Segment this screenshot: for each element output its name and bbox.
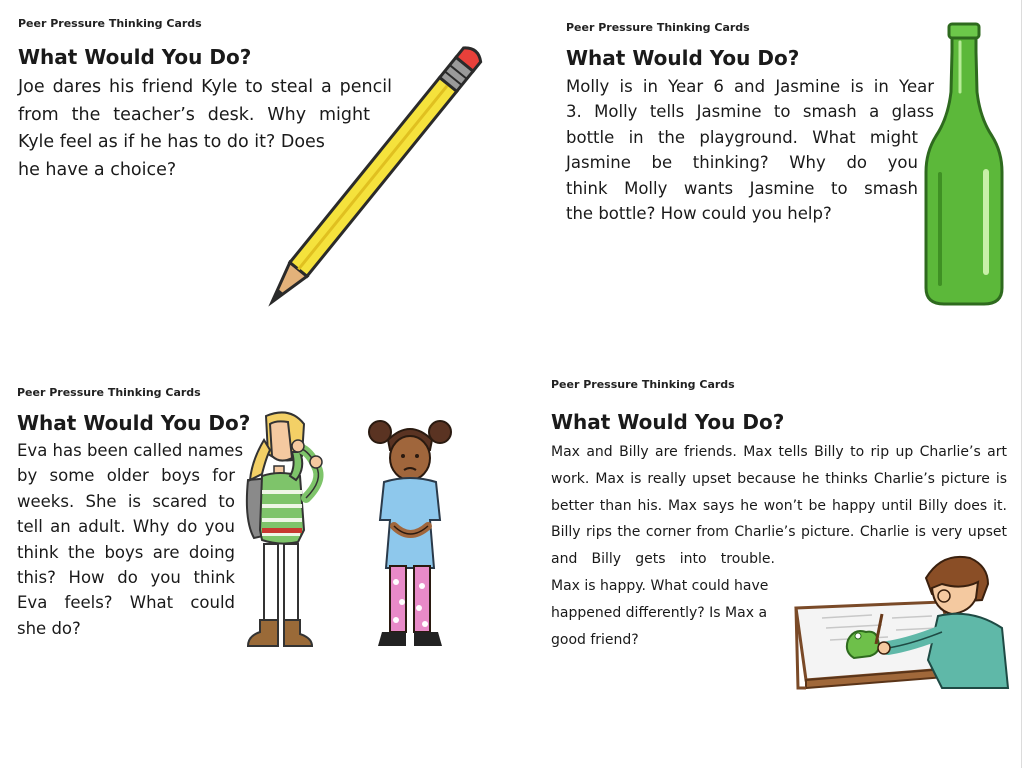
boy-hand: [878, 642, 890, 654]
text-line: she do?: [17, 618, 81, 638]
bottle-illustration: [922, 22, 1006, 308]
eva-illustration: [240, 410, 340, 655]
face: [390, 436, 430, 480]
page-edge: [1021, 0, 1022, 768]
leg-right: [284, 544, 298, 628]
pencil-illustration: [262, 34, 502, 314]
shoe-right: [414, 632, 442, 646]
card-title: What Would You Do?: [566, 46, 800, 70]
boot-left: [248, 620, 278, 646]
boot-right: [284, 620, 312, 646]
leg-left: [264, 544, 278, 628]
card-text: [17, 438, 244, 641]
card-title: What Would You Do?: [551, 410, 785, 434]
text-line: this? How do you think: [17, 568, 235, 588]
text-line: Eva feels? What could: [17, 593, 235, 613]
card-label: Peer Pressure Thinking Cards: [18, 17, 202, 30]
card-title: What Would You Do?: [18, 45, 252, 69]
text-line: weeks. She is scared to: [17, 491, 235, 511]
leg-right: [414, 566, 430, 632]
boy-shirt: [928, 614, 1008, 688]
text-line: tell an adult. Why do you: [17, 517, 235, 537]
text-line: 3. Molly tells Jasmine to smash a glass: [566, 102, 934, 122]
text-line: Billy rips the corner from Charlie’s picture. Charlie is very upset: [551, 524, 1007, 541]
text-line: bottle in the playground. What might: [566, 127, 918, 147]
bottle-neck-rim: [949, 24, 979, 38]
boy-at-desk-illustration: [792, 548, 1012, 690]
text-line: better than his. Max says he won’t be happy until Billy does it.: [551, 497, 1007, 514]
text-line: Eva has been called names: [17, 441, 244, 460]
text-line: Kyle feel as if he has to do it? Does: [18, 132, 325, 152]
text-line: he have a choice?: [18, 159, 177, 180]
text-line: work. Max is really upset because he thinks Charlie’s picture is: [551, 470, 1007, 487]
card-label: Peer Pressure Thinking Cards: [17, 386, 201, 399]
text-line: from the teacher’s desk. Why might: [18, 104, 370, 125]
card-label: Peer Pressure Thinking Cards: [566, 21, 750, 34]
bottle-body: [926, 28, 1002, 304]
text-line: by some older boys for: [17, 466, 235, 486]
text-line: Jasmine be thinking? Why do you: [566, 153, 918, 173]
sad-girl-illustration: [364, 416, 456, 652]
text-line: Max is happy. What could have: [551, 577, 769, 594]
text-line: Molly is in Year 6 and Jasmine is in Year: [566, 77, 934, 96]
text-line: happened differently? Is Max a: [551, 604, 768, 621]
text-line: think Molly wants Jasmine to smash: [566, 178, 918, 198]
text-line: Max and Billy are friends. Max tells Billy to rip up Charlie’s art: [551, 444, 1007, 460]
text-line: Joe dares his friend Kyle to steal a pencil: [18, 77, 392, 97]
text-line: good friend?: [551, 631, 639, 648]
blue-dress: [380, 478, 440, 568]
shoe-left: [378, 632, 406, 646]
text-line: and Billy gets into trouble.: [551, 551, 775, 568]
text-line: think the boys are doing: [17, 542, 235, 562]
card-text: [566, 74, 934, 226]
text-line: the bottle? How could you help?: [566, 204, 832, 224]
frog-drawing: [847, 631, 879, 658]
card-title: What Would You Do?: [17, 411, 251, 435]
card-label: Peer Pressure Thinking Cards: [551, 378, 735, 391]
face: [270, 421, 292, 460]
